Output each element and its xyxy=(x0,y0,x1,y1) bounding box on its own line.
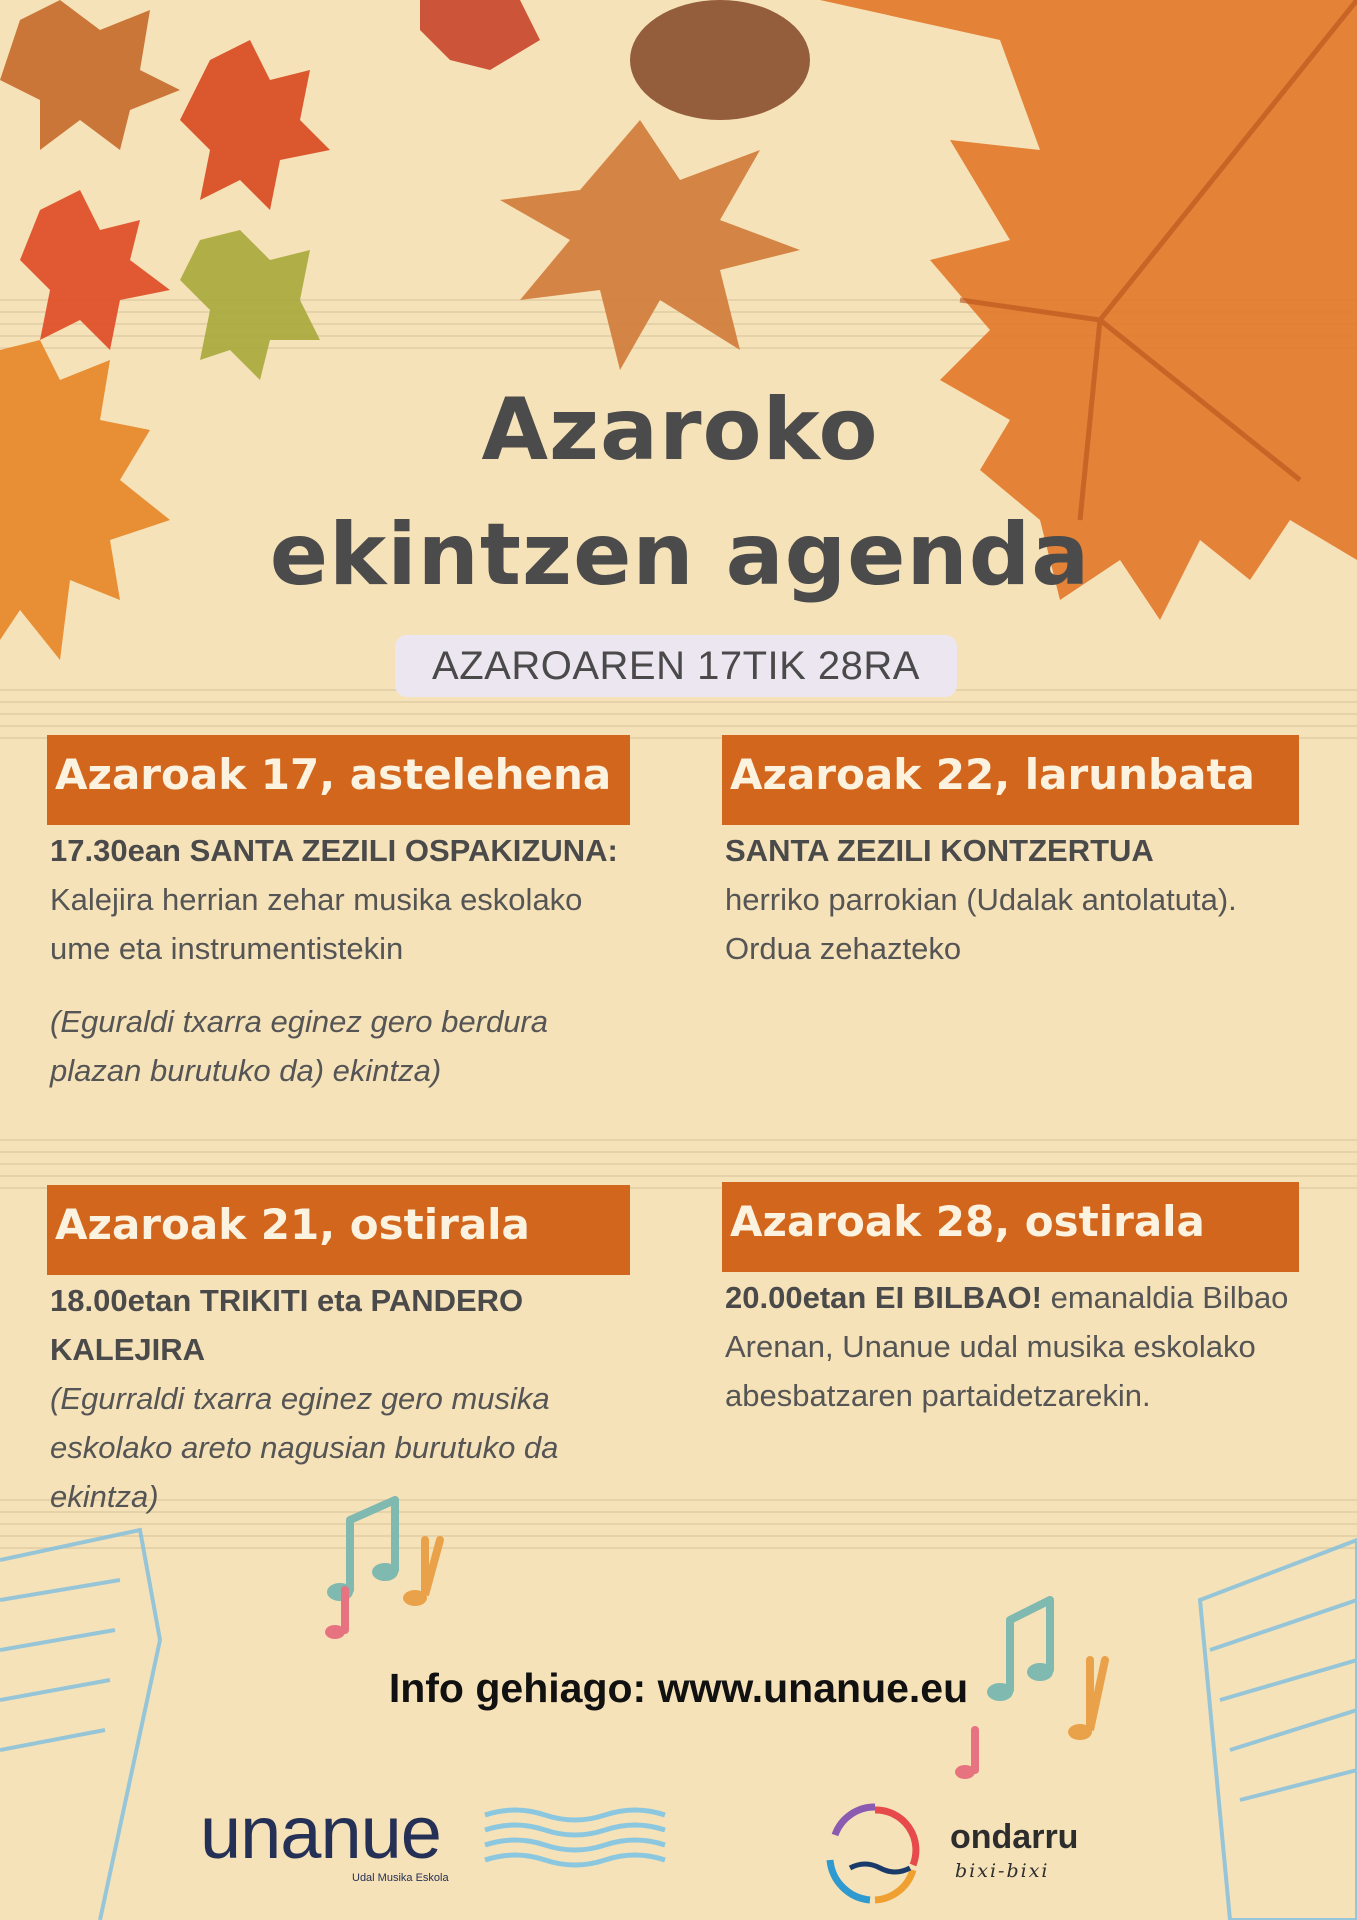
event-banner-nov17: Azaroak 17, astelehena xyxy=(47,735,630,825)
event-nov22-text: herriko parrokian (Udalak antolatuta). xyxy=(725,882,1237,917)
leaf-brown-top xyxy=(0,0,180,150)
event-nov28-text: emanaldia Bilbao Arenan, Unanue udal musika eskolako abesbatzaren partaidetzarekin. xyxy=(725,1280,1289,1413)
leaf-red-left xyxy=(20,190,170,350)
event-banner-nov22: Azaroak 22, larunbata xyxy=(722,735,1299,825)
unanue-logo: unanue xyxy=(200,1791,441,1874)
event-nov21-title: 18.00etan TRIKITI eta PANDERO KALEJIRA xyxy=(50,1283,524,1367)
event-nov28 xyxy=(725,1273,1305,1420)
event-nov28-title: 20.00etan EI BILBAO! xyxy=(725,1280,1042,1315)
event-nov17-note: (Eguraldi txarra eginez gero berdura plazan burutuko da) ekintza) xyxy=(50,1004,548,1088)
page-title-line1: Azaroko xyxy=(481,380,879,480)
ondarru-logo-subtitle: bixi-bixi xyxy=(955,1860,1050,1882)
event-nov17 xyxy=(50,826,640,1095)
date-range-badge: AZAROAREN 17TIK 28RA xyxy=(395,635,957,697)
event-banner-nov21: Azaroak 21, ostirala xyxy=(47,1185,630,1275)
event-nov17-text: Kalejira herrian zehar musika eskolako ume eta instrumentistekin xyxy=(50,882,583,966)
leaf-red-center xyxy=(420,0,540,70)
maple-leaf-left xyxy=(0,340,170,660)
event-nov22-text2: Ordua zehazteko xyxy=(725,931,962,966)
unanue-logo-subtitle: Udal Musika Eskola xyxy=(352,1872,449,1884)
leaf-green xyxy=(180,230,320,380)
unanue-wave-logo xyxy=(485,1810,665,1865)
more-info-link[interactable]: Info gehiago: www.unanue.eu xyxy=(388,1665,969,1711)
event-nov21 xyxy=(50,1276,640,1521)
page-title-line2: ekintzen agenda xyxy=(269,505,1091,605)
blue-sketch-left xyxy=(0,1530,160,1920)
blue-sketch-right xyxy=(1200,1540,1357,1920)
ondarru-circle-logo xyxy=(830,1807,916,1900)
event-banner-nov28: Azaroak 28, ostirala xyxy=(722,1182,1299,1272)
ondarru-logo: ondarru xyxy=(950,1818,1079,1856)
event-nov22-title: SANTA ZEZILI KONTZERTUA xyxy=(725,833,1154,868)
leaf-chestnut xyxy=(500,120,800,370)
leaf-dark-brown xyxy=(630,0,810,120)
leaf-red-top xyxy=(180,40,330,210)
event-nov22 xyxy=(725,826,1305,973)
event-nov17-title: 17.30ean SANTA ZEZILI OSPAKIZUNA: xyxy=(50,833,618,868)
event-nov21-note: (Egurraldi txarra eginez gero musika eskolako areto nagusian burutuko da ekintza) xyxy=(50,1381,559,1514)
